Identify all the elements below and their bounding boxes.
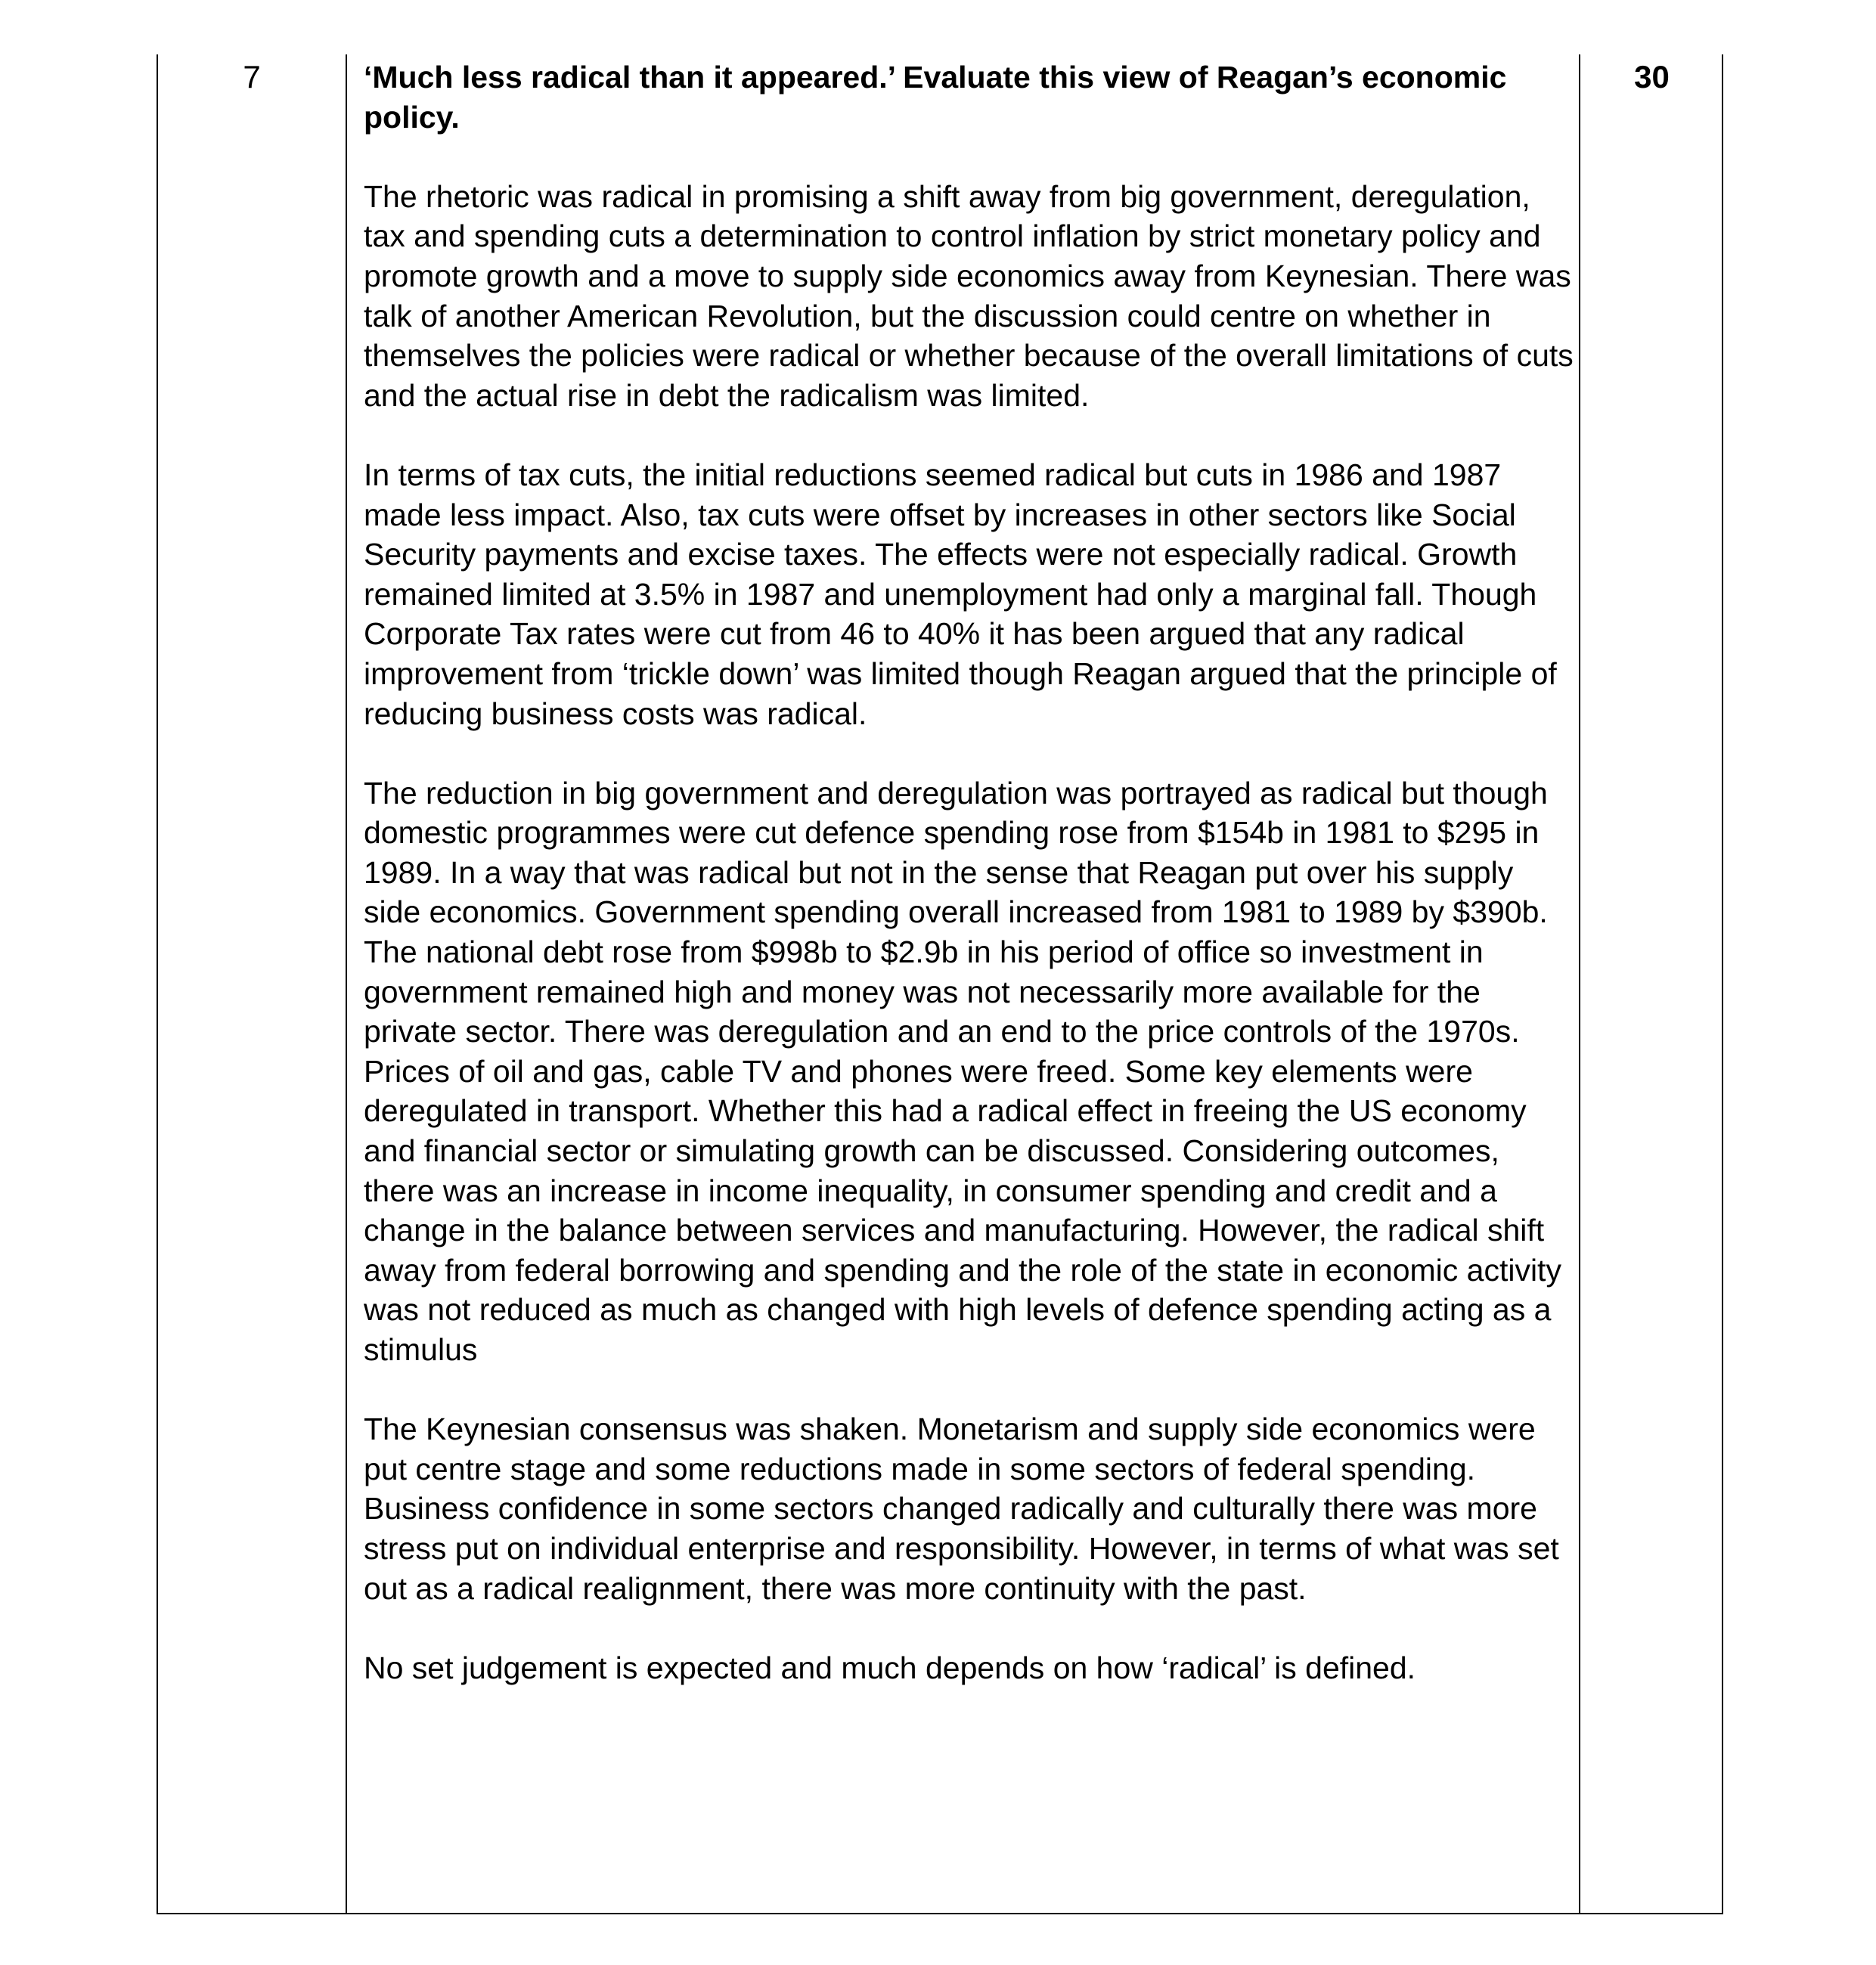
question-number: 7 (243, 59, 261, 95)
guidance-paragraph-4: The Keynesian consensus was shaken. Monetarism and supply side economics were put centre stage and some reductions made in some sectors of federal spending. Business confidence in some sectors changed radically and culturally there was more stress put on individual enterprise and responsibility. However, in terms of what was set out as a radical realignment, there was more continuity with the past. (364, 1412, 1559, 1606)
mark-scheme-table (157, 54, 1723, 1914)
guidance-paragraph-2: In terms of tax cuts, the initial reductions seemed radical but cuts in 1986 and 1987 made less impact. Also, tax cuts were offset by increases in other sectors like Social Security payments and excise taxes. The effects were not especially radical. Growth remained limited at 3.5% in 1987 and unemployment had only a marginal fall. Though Corporate Tax rates were cut from 46 to 40% it has been argued that any radical improvement from ‘trickle down’ was limited though Reagan argued that the principle of reducing business costs was radical. (364, 457, 1557, 731)
question-marks: 30 (1634, 59, 1670, 95)
guidance-paragraph-5: No set judgement is expected and much depends on how ‘radical’ is defined. (364, 1650, 1416, 1685)
guidance-paragraph-3: The reduction in big government and deregulation was portrayed as radical but though domestic programmes were cut defence spending rose from $154b in 1981 to $295 in 1989. In a way that was radical but not in the sense that Reagan put over his supply side economics. Government spending overall increased from 1981 to 1989 by $390b. The national debt rose from $998b to $2.9b in his period of office so investment in government remained high and money was not necessarily more available for the private sector. There was deregulation and an end to the price controls of the 1970s. Prices of oil and gas, cable TV and phones were freed. Some key elements were deregulated in transport. Whether this had a radical effect in freeing the US economy and financial sector or simulating growth can be discussed. Considering outcomes, there was an increase in income inequality, in consumer spending and credit and a change in the balance between services and manufacturing. However, the radical shift away from federal borrowing and spending and the role of the state in economic activity was not reduced as much as changed with high levels of defence spending acting as a stimulus (364, 775, 1561, 1367)
column-divider-left (346, 54, 347, 1913)
question-title: ‘Much less radical than it appeared.’ Evaluate this view of Reagan’s economic policy. (364, 60, 1507, 135)
column-divider-right (1579, 54, 1580, 1913)
guidance-paragraph-1: The rhetoric was radical in promising a shift away from big government, deregulation, tax and spending cuts a determination to control inflation by strict monetary policy and promote growth and a move to supply side economics away from Keynesian. There was talk of another American Revolution, but the discussion could centre on whether in themselves the policies were radical or whether because of the overall limitations of cuts and the actual rise in debt the radicalism was limited. (364, 178, 1574, 413)
question-content (364, 57, 1574, 1688)
